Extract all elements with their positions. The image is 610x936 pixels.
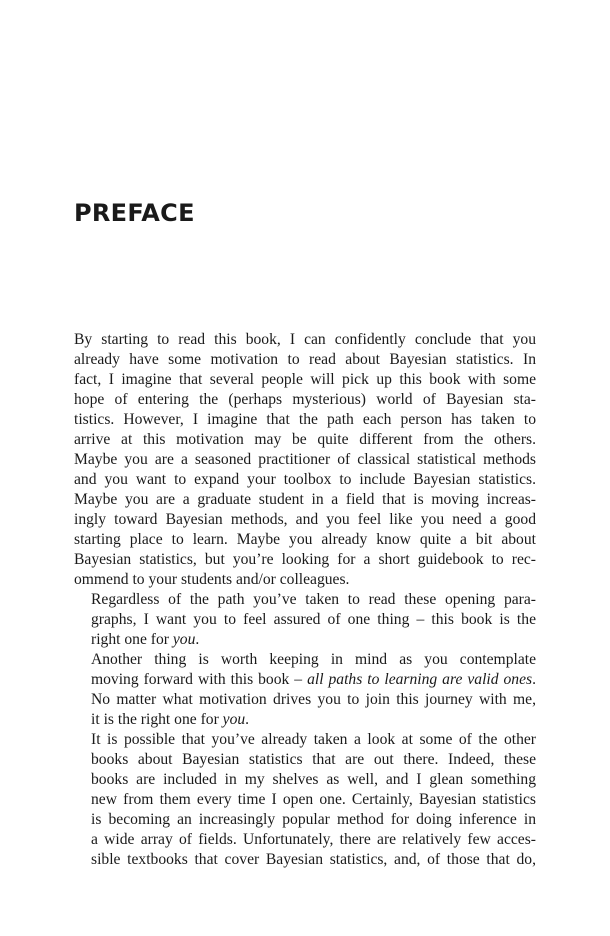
text-line: arrive at this motivation may be quite different from the others. — [74, 431, 536, 448]
emphasis-text: all paths to learning are valid ones — [307, 671, 533, 688]
text-line: By starting to read this book, I can confidently conclude that you — [74, 331, 536, 348]
text-line: Maybe you are a seasoned practitioner of classical statistical methods — [74, 451, 536, 468]
text-line: new from them every time I open one. Certainly, Bayesian statistics — [91, 791, 536, 808]
text-line — [74, 670, 536, 690]
text-line: It is possible that you’ve already taken a look at some of the other — [91, 731, 536, 748]
text-line: a wide array of fields. Unfortunately, there are relatively few acces- — [91, 831, 536, 848]
text-fragment: . — [245, 711, 250, 728]
paragraph-4 — [74, 730, 536, 870]
text-line: Maybe you are a graduate student in a field that is moving increas- — [74, 491, 536, 508]
text-line: ingly toward Bayesian methods, and you feel like you need a good — [74, 511, 536, 528]
text-line: is becoming an increasingly popular method for doing inference in — [91, 811, 536, 828]
text-fragment: . — [195, 631, 200, 648]
body-text — [74, 330, 536, 870]
text-fragment: it is the right one for — [91, 711, 223, 728]
emphasis-text: you — [172, 631, 196, 648]
text-line: hope of entering the (perhaps mysterious) world of Bayesian sta- — [74, 391, 536, 408]
text-line: already have some motivation to read about Bayesian statistics. In — [74, 351, 536, 368]
text-line: Bayesian statistics, but you’re looking for a short guidebook to rec- — [74, 551, 536, 568]
text-line: No matter what motivation drives you to join this journey with me, — [91, 691, 536, 708]
text-fragment: right one for — [91, 631, 173, 648]
paragraph-1 — [74, 330, 536, 590]
text-line: graphs, I want you to feel assured of one thing – this book is the — [91, 611, 536, 628]
text-line — [74, 630, 536, 650]
text-line — [74, 710, 536, 730]
text-fragment: moving forward with this book – — [91, 671, 308, 688]
paragraph-2 — [74, 590, 536, 650]
text-line: books are included in my shelves as well, and I glean something — [91, 771, 536, 788]
paragraph-3 — [74, 650, 536, 730]
text-line: fact, I imagine that several people will pick up this book with some — [74, 371, 536, 388]
text-line: Another thing is worth keeping in mind as you contemplate — [91, 651, 536, 668]
text-line: sible textbooks that cover Bayesian statistics, and, of those that do, — [91, 851, 536, 868]
text-line: books about Bayesian statistics that are out there. Indeed, these — [91, 751, 536, 768]
text-line: starting place to learn. Maybe you already know quite a bit about — [74, 531, 536, 548]
text-line: Regardless of the path you’ve taken to read these opening para- — [91, 591, 536, 608]
text-line: tistics. However, I imagine that the path each person has taken to — [74, 411, 536, 428]
text-line: and you want to expand your toolbox to include Bayesian statistics. — [74, 471, 536, 488]
emphasis-text: you — [222, 711, 246, 728]
chapter-heading: PREFACE — [74, 199, 195, 227]
text-line: ommend to your students and/or colleagues. — [74, 571, 350, 588]
text-fragment: . — [532, 671, 536, 688]
